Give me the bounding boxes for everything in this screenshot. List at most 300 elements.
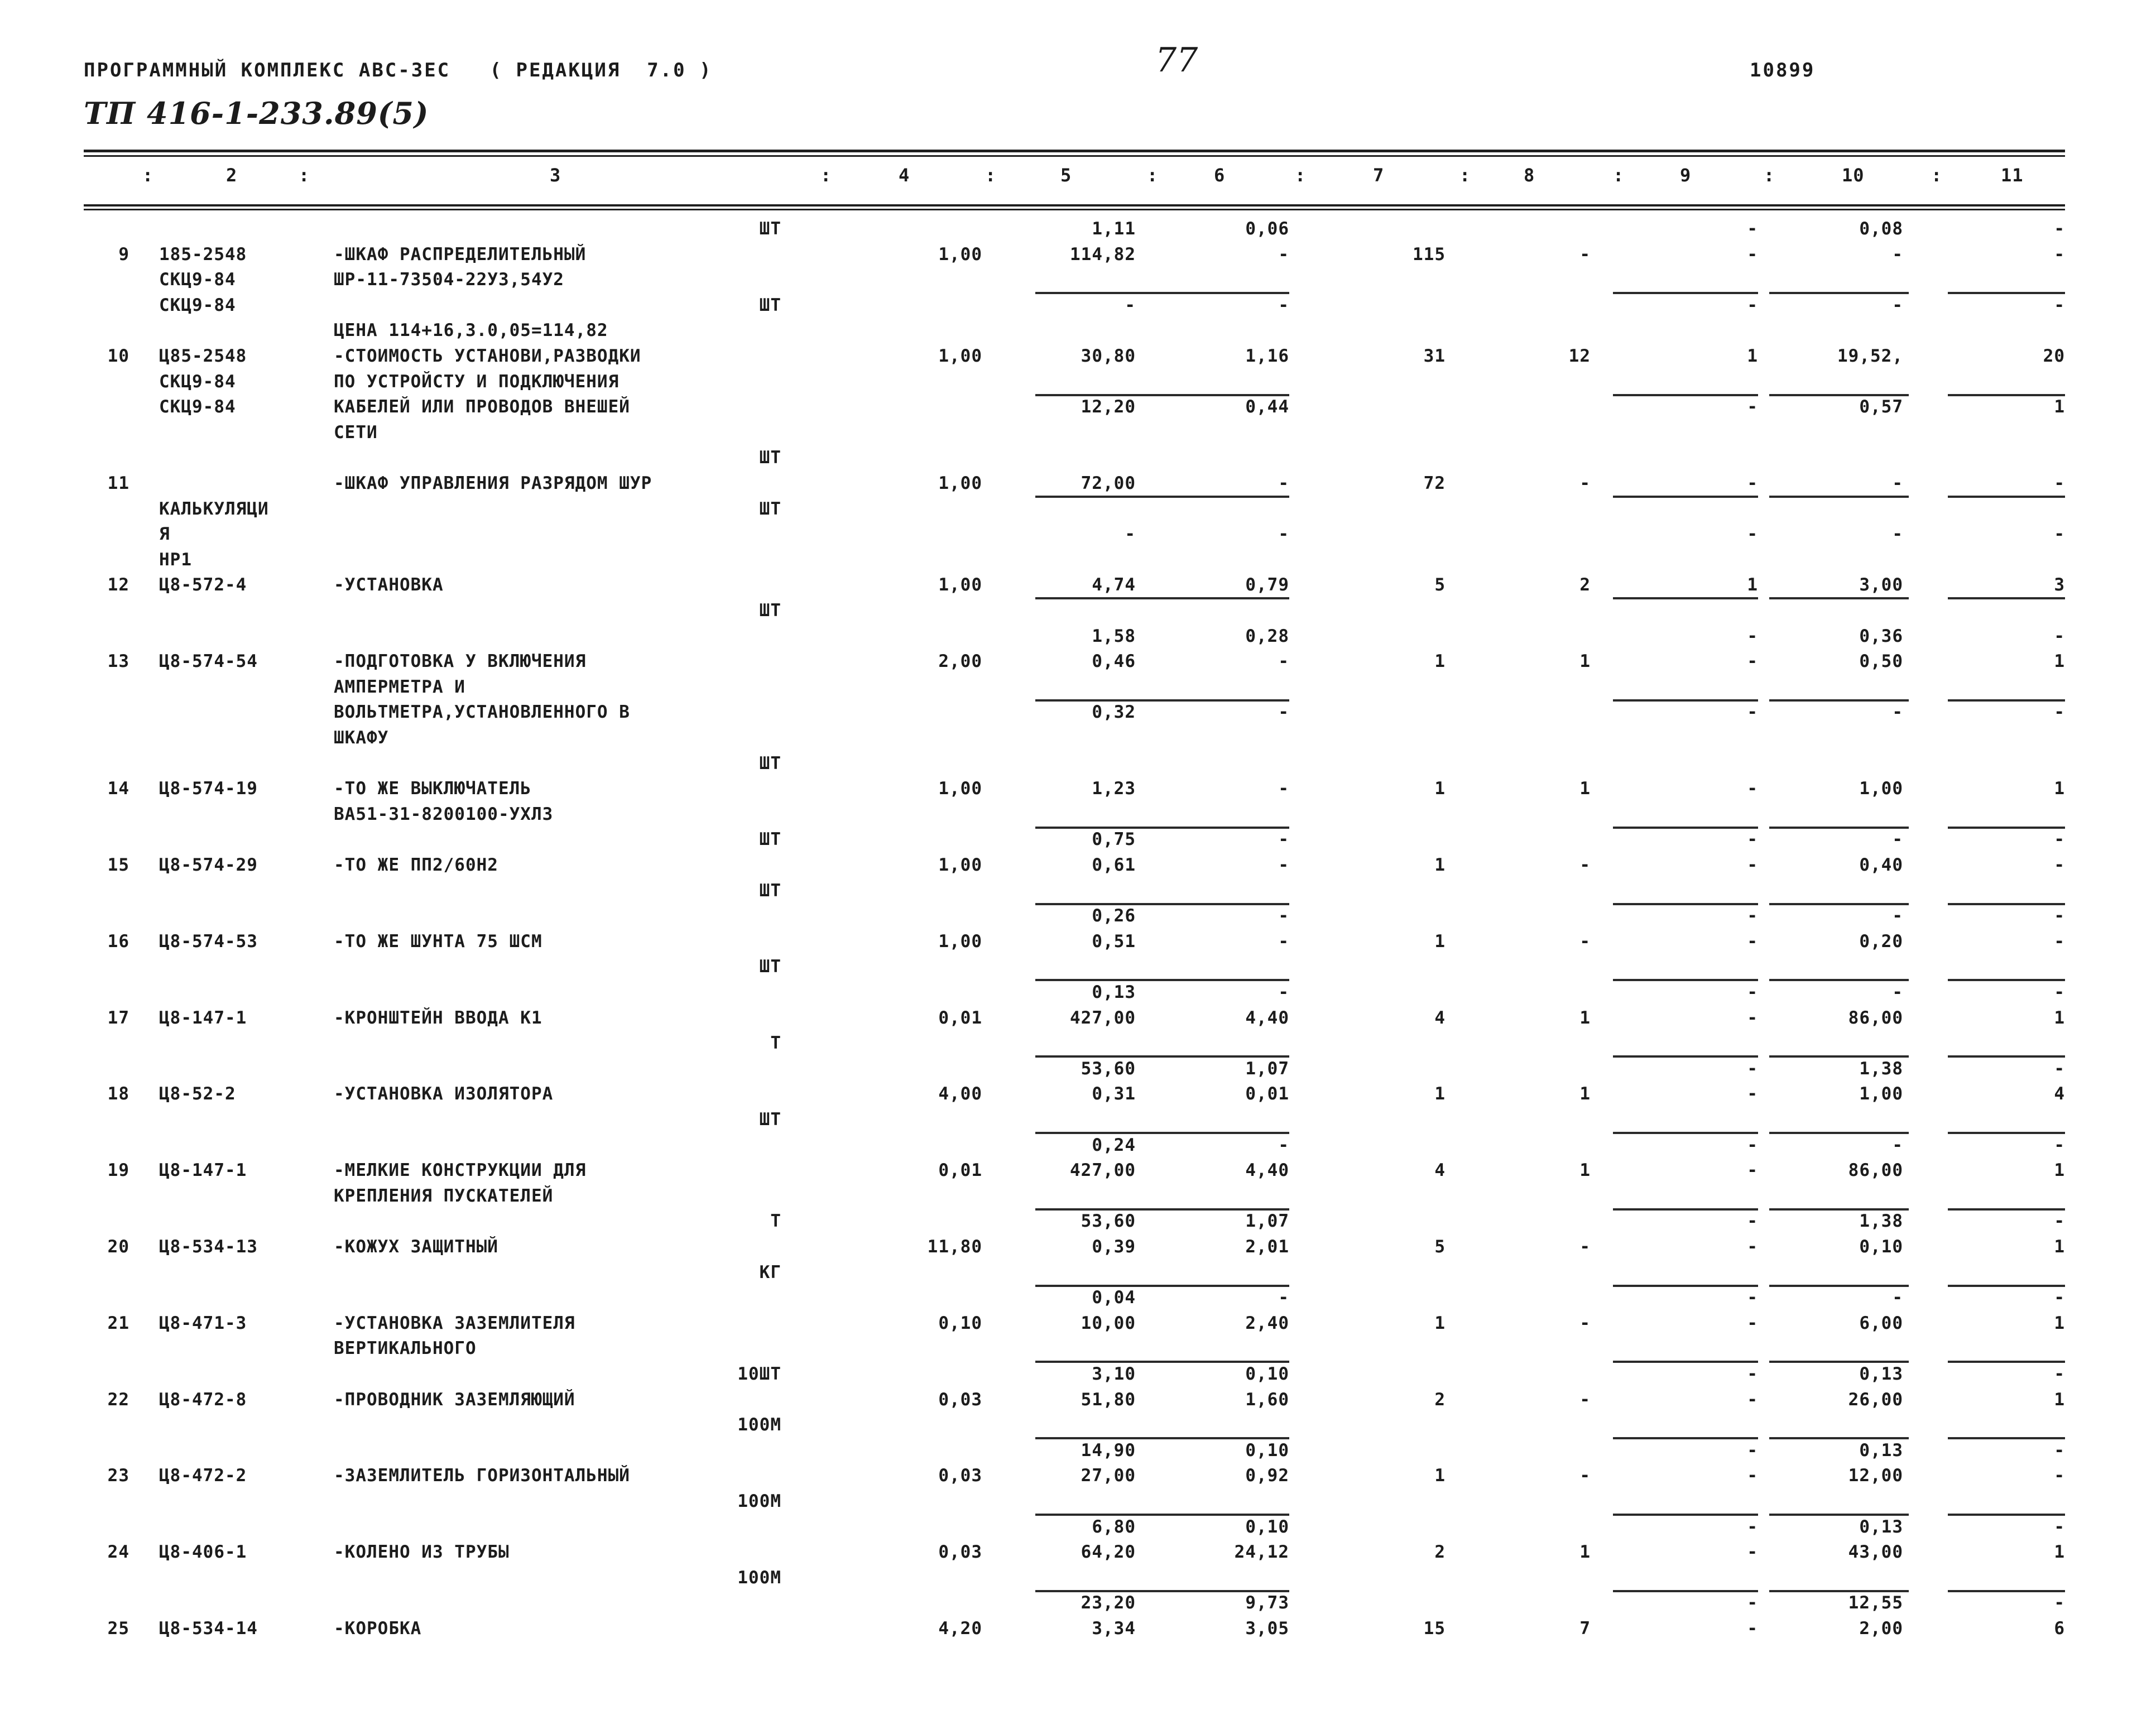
- cell-unit: ШТ: [759, 881, 781, 901]
- cell-v5: 0,61: [1092, 855, 1136, 875]
- cell-v6: 1,60: [1245, 1390, 1289, 1410]
- cell-code: НР1: [159, 550, 192, 570]
- cell-v6: -: [1278, 779, 1289, 799]
- cell-v8: 7: [1579, 1618, 1591, 1639]
- cell-text: -УСТАНОВКА ЗАЗЕМЛИТЕЛЯ: [334, 1313, 575, 1333]
- cell-v5: 0,24: [1092, 1135, 1136, 1155]
- cell-v9: -: [1747, 651, 1758, 671]
- cell-v9: -: [1747, 931, 1758, 952]
- cell-text: -КОЛЕНО ИЗ ТРУБЫ: [334, 1542, 510, 1562]
- cell-v10: 0,13: [1859, 1364, 1903, 1384]
- fraction-underline: [1158, 1208, 1289, 1211]
- cell-v10: 12,55: [1848, 1593, 1903, 1613]
- column-header-7: 7: [1373, 165, 1385, 186]
- fraction-underline: [1613, 1132, 1758, 1134]
- fraction-underline: [1035, 394, 1164, 396]
- cell-v10: -: [1892, 524, 1903, 544]
- cell-v9: -: [1747, 1466, 1758, 1486]
- cell-v6: 24,12: [1234, 1542, 1289, 1562]
- fraction-underline: [1613, 597, 1758, 599]
- cell-v6: -: [1278, 982, 1289, 1002]
- cell-text: -ТО ЖЕ ВЫКЛЮЧАТЕЛЬ: [334, 779, 531, 799]
- cell-v10: -: [1892, 473, 1903, 493]
- column-separator: :: [1147, 165, 1159, 186]
- cell-text: -ПРОВОДНИК ЗАЗЕМЛЯЮЩИЙ: [334, 1390, 575, 1410]
- fraction-underline: [1613, 292, 1758, 294]
- cell-v6: -: [1278, 906, 1289, 926]
- cell-v11: -: [2054, 219, 2065, 239]
- cell-v9: -: [1747, 779, 1758, 799]
- cell-v10: 1,00: [1859, 779, 1903, 799]
- fraction-underline: [1769, 1055, 1909, 1058]
- cell-unit: 100М: [737, 1415, 781, 1435]
- fraction-underline: [1158, 1590, 1289, 1592]
- cell-v10: -: [1892, 829, 1903, 849]
- cell-code: Ц8-572-4: [159, 575, 247, 595]
- cell-v11: -: [2054, 1288, 2065, 1308]
- cell-v11: -: [2054, 931, 2065, 952]
- cell-v11: -: [2054, 702, 2065, 722]
- cell-v7: 1: [1434, 931, 1446, 952]
- column-separator: :: [1613, 165, 1625, 186]
- cell-unit: 10ШТ: [737, 1364, 781, 1384]
- fraction-underline: [1158, 699, 1289, 702]
- cell-unit: 100М: [737, 1568, 781, 1588]
- cell-v5: 27,00: [1081, 1466, 1136, 1486]
- table-top-rule: [84, 150, 2065, 152]
- fraction-underline: [1035, 979, 1164, 981]
- cell-v11: 1: [2054, 651, 2065, 671]
- cell-v9: -: [1747, 1542, 1758, 1562]
- cell-v9: -: [1747, 1160, 1758, 1180]
- cell-num: 22: [107, 1390, 129, 1410]
- cell-v6: 9,73: [1245, 1593, 1289, 1613]
- cell-v7: 4: [1434, 1008, 1446, 1028]
- page-number: 77: [1155, 41, 1198, 80]
- cell-num: 21: [107, 1313, 129, 1333]
- cell-text: -УСТАНОВКА ИЗОЛЯТОРА: [334, 1084, 554, 1104]
- cell-v6: -: [1278, 244, 1289, 265]
- fraction-underline: [1035, 1285, 1164, 1287]
- cell-v9: -: [1747, 219, 1758, 239]
- cell-v8: 12: [1568, 346, 1591, 366]
- cell-v8: 1: [1579, 1542, 1591, 1562]
- cell-v5: 0,31: [1092, 1084, 1136, 1104]
- cell-v11: 1: [2054, 1390, 2065, 1410]
- cell-v6: -: [1278, 1135, 1289, 1155]
- cell-v10: 86,00: [1848, 1160, 1903, 1180]
- cell-v6: -: [1278, 855, 1289, 875]
- cell-v6: 0,92: [1245, 1466, 1289, 1486]
- fraction-underline: [1158, 903, 1289, 905]
- cell-v10: 1,38: [1859, 1211, 1903, 1231]
- cell-qty: 4,20: [938, 1618, 982, 1639]
- cell-v9: -: [1747, 1618, 1758, 1639]
- cell-text: -ШКАФ РАСПРЕДЕЛИТЕЛЬНЫЙ: [334, 244, 587, 265]
- cell-v10: 19,52,: [1837, 346, 1903, 366]
- cell-text: ШР-11-73504-22У3,54У2: [334, 270, 564, 290]
- cell-code: Ц8-147-1: [159, 1008, 247, 1028]
- cell-v11: -: [2054, 1517, 2065, 1537]
- cell-v10: 2,00: [1859, 1618, 1903, 1639]
- cell-qty: 1,00: [938, 346, 982, 366]
- cell-v9: -: [1747, 1313, 1758, 1333]
- cell-v9: -: [1747, 855, 1758, 875]
- cell-v10: 43,00: [1848, 1542, 1903, 1562]
- cell-v11: -: [2054, 295, 2065, 315]
- cell-v8: -: [1579, 1390, 1591, 1410]
- fraction-underline: [1613, 827, 1758, 829]
- cell-text: -ТО ЖЕ ПП2/60Н2: [334, 855, 498, 875]
- cell-v5: 1,58: [1092, 626, 1136, 646]
- cell-v8: -: [1579, 473, 1591, 493]
- cell-num: 25: [107, 1618, 129, 1639]
- fraction-underline: [1948, 1590, 2065, 1592]
- cell-v8: -: [1579, 931, 1591, 952]
- fraction-underline: [1769, 903, 1909, 905]
- cell-v10: 0,57: [1859, 397, 1903, 417]
- fraction-underline: [1948, 827, 2065, 829]
- fraction-underline: [1948, 1514, 2065, 1516]
- cell-v10: 0,20: [1859, 931, 1903, 952]
- cell-code: СКЦ9-84: [159, 372, 236, 392]
- fraction-underline: [1948, 1437, 2065, 1439]
- cell-num: 14: [107, 779, 129, 799]
- cell-v5: 53,60: [1081, 1059, 1136, 1079]
- column-header-3: 3: [550, 165, 561, 186]
- fraction-underline: [1613, 979, 1758, 981]
- cell-qty: 11,80: [927, 1237, 982, 1257]
- cell-text: ПО УСТРОЙСТУ И ПОДКЛЮЧЕНИЯ: [334, 372, 620, 392]
- cell-v11: -: [2054, 906, 2065, 926]
- fraction-underline: [1158, 979, 1289, 981]
- fraction-underline: [1035, 903, 1164, 905]
- fraction-underline: [1035, 1361, 1164, 1363]
- cell-v9: -: [1747, 906, 1758, 926]
- cell-text: АМПЕРМЕТРА И: [334, 677, 465, 697]
- column-separator: :: [1459, 165, 1471, 186]
- cell-v5: 10,00: [1081, 1313, 1136, 1333]
- fraction-underline: [1158, 1514, 1289, 1516]
- cell-code: Я: [159, 524, 170, 544]
- cell-unit: ШТ: [759, 1109, 781, 1130]
- fraction-underline: [1948, 699, 2065, 702]
- fraction-underline: [1948, 292, 2065, 294]
- cell-v5: 51,80: [1081, 1390, 1136, 1410]
- cell-v6: 0,28: [1245, 626, 1289, 646]
- cell-v9: -: [1747, 702, 1758, 722]
- fraction-underline: [1769, 827, 1909, 829]
- table-top-rule-thin: [84, 155, 2065, 157]
- cell-v5: 23,20: [1081, 1593, 1136, 1613]
- cell-v9: -: [1747, 982, 1758, 1002]
- cell-unit: ШТ: [759, 499, 781, 519]
- fraction-underline: [1948, 597, 2065, 599]
- cell-num: 15: [107, 855, 129, 875]
- cell-v11: 20: [2043, 346, 2065, 366]
- cell-v7: 1: [1434, 1466, 1446, 1486]
- cell-v6: 1,07: [1245, 1211, 1289, 1231]
- cell-code: Ц8-534-13: [159, 1237, 258, 1257]
- fraction-underline: [1769, 1208, 1909, 1211]
- cell-v6: -: [1278, 702, 1289, 722]
- cell-v9: -: [1747, 397, 1758, 417]
- cell-v11: -: [2054, 244, 2065, 265]
- cell-v10: -: [1892, 1288, 1903, 1308]
- column-separator: :: [1931, 165, 1943, 186]
- cell-text: -СТОИМОСТЬ УСТАНОВИ,РАЗВОДКИ: [334, 346, 641, 366]
- cell-text: -ТО ЖЕ ШУНТА 75 ШСМ: [334, 931, 542, 952]
- cell-unit: ШТ: [759, 601, 781, 621]
- cell-num: 9: [118, 244, 129, 265]
- cell-v9: -: [1747, 473, 1758, 493]
- cell-v5: 3,34: [1092, 1618, 1136, 1639]
- cell-v7: 2: [1434, 1390, 1446, 1410]
- cell-v11: -: [2054, 1211, 2065, 1231]
- cell-text: -КРОНШТЕЙН ВВОДА К1: [334, 1008, 542, 1028]
- cell-v7: 2: [1434, 1542, 1446, 1562]
- cell-v6: 0,10: [1245, 1517, 1289, 1537]
- cell-v6: 0,10: [1245, 1364, 1289, 1384]
- fraction-underline: [1948, 1285, 2065, 1287]
- cell-code: СКЦ9-84: [159, 270, 236, 290]
- cell-code: Ц8-534-14: [159, 1618, 258, 1639]
- cell-v8: 1: [1579, 779, 1591, 799]
- cell-num: 23: [107, 1466, 129, 1486]
- cell-text: ШКАФУ: [334, 728, 389, 748]
- cell-v9: -: [1747, 1059, 1758, 1079]
- cell-v6: -: [1278, 651, 1289, 671]
- fraction-underline: [1035, 1437, 1164, 1439]
- cell-v6: -: [1278, 295, 1289, 315]
- cell-v11: -: [2054, 1466, 2065, 1486]
- fraction-underline: [1035, 1590, 1164, 1592]
- fraction-underline: [1035, 1055, 1164, 1058]
- cell-code: Ц8-574-54: [159, 651, 258, 671]
- fraction-underline: [1769, 292, 1909, 294]
- column-header-2: 2: [226, 165, 238, 186]
- cell-v6: 0,44: [1245, 397, 1289, 417]
- fraction-underline: [1613, 1514, 1758, 1516]
- fraction-underline: [1613, 1590, 1758, 1592]
- cell-v9: -: [1747, 1211, 1758, 1231]
- fraction-underline: [1158, 1285, 1289, 1287]
- cell-v9: -: [1747, 1440, 1758, 1461]
- cell-v6: 1,16: [1245, 346, 1289, 366]
- cell-v11: -: [2054, 1593, 2065, 1613]
- cell-v11: 1: [2054, 397, 2065, 417]
- cell-v5: 1,23: [1092, 779, 1136, 799]
- fraction-underline: [1158, 1132, 1289, 1134]
- cell-v7: 5: [1434, 1237, 1446, 1257]
- fraction-underline: [1948, 979, 2065, 981]
- cell-v11: -: [2054, 1135, 2065, 1155]
- cell-num: 19: [107, 1160, 129, 1180]
- cell-v9: -: [1747, 1084, 1758, 1104]
- fraction-underline: [1769, 1437, 1909, 1439]
- fraction-underline: [1948, 1361, 2065, 1363]
- cell-v9: -: [1747, 1237, 1758, 1257]
- cell-v9: -: [1747, 244, 1758, 265]
- cell-v9: -: [1747, 295, 1758, 315]
- cell-v10: 0,13: [1859, 1517, 1903, 1537]
- cell-v10: -: [1892, 906, 1903, 926]
- cell-qty: 0,03: [938, 1390, 982, 1410]
- cell-v5: 72,00: [1081, 473, 1136, 493]
- cell-v11: -: [2054, 1059, 2065, 1079]
- cell-text: КАБЕЛЕЙ ИЛИ ПРОВОДОВ ВНЕШЕЙ: [334, 397, 630, 417]
- cell-num: 24: [107, 1542, 129, 1562]
- column-separator: :: [820, 165, 832, 186]
- cell-v6: -: [1278, 829, 1289, 849]
- cell-v10: 0,40: [1859, 855, 1903, 875]
- cell-v10: 0,08: [1859, 219, 1903, 239]
- cell-code: Ц8-406-1: [159, 1542, 247, 1562]
- cell-v7: 1: [1434, 855, 1446, 875]
- cell-text: СЕТИ: [334, 422, 378, 443]
- cell-v10: 3,00: [1859, 575, 1903, 595]
- column-header-11: 11: [2001, 165, 2024, 186]
- column-header-10: 10: [1842, 165, 1865, 186]
- cell-num: 20: [107, 1237, 129, 1257]
- cell-v8: -: [1579, 1313, 1591, 1333]
- cell-num: 17: [107, 1008, 129, 1028]
- cell-v5: 0,51: [1092, 931, 1136, 952]
- cell-code: КАЛЬКУЛЯЦИ: [159, 499, 269, 519]
- cell-v5: 64,20: [1081, 1542, 1136, 1562]
- cell-unit: ШТ: [759, 219, 781, 239]
- fraction-underline: [1769, 1514, 1909, 1516]
- fraction-underline: [1613, 1055, 1758, 1058]
- cell-unit: КГ: [759, 1262, 781, 1283]
- fraction-underline: [1035, 1132, 1164, 1134]
- cell-v7: 1: [1434, 1313, 1446, 1333]
- cell-v10: -: [1892, 982, 1903, 1002]
- cell-v10: -: [1892, 702, 1903, 722]
- fraction-underline: [1158, 292, 1289, 294]
- cell-code: СКЦ9-84: [159, 397, 236, 417]
- cell-v11: -: [2054, 524, 2065, 544]
- cell-v8: 1: [1579, 651, 1591, 671]
- cell-v5: 0,13: [1092, 982, 1136, 1002]
- cell-v10: 0,36: [1859, 626, 1903, 646]
- cell-unit: ШТ: [759, 829, 781, 849]
- cell-v11: 6: [2054, 1618, 2065, 1639]
- cell-v6: 0,10: [1245, 1440, 1289, 1461]
- cell-v11: -: [2054, 829, 2065, 849]
- fraction-underline: [1158, 1361, 1289, 1363]
- cell-v8: -: [1579, 1237, 1591, 1257]
- cell-v10: 1,38: [1859, 1059, 1903, 1079]
- cell-num: 18: [107, 1084, 129, 1104]
- cell-v5: 14,90: [1081, 1440, 1136, 1461]
- cell-v9: -: [1747, 1593, 1758, 1613]
- cell-text: ВА51-31-8200100-УХЛ3: [334, 804, 554, 824]
- cell-v10: 1,00: [1859, 1084, 1903, 1104]
- cell-v10: -: [1892, 295, 1903, 315]
- cell-v7: 4: [1434, 1160, 1446, 1180]
- cell-v9: -: [1747, 626, 1758, 646]
- cell-text: -ПОДГОТОВКА У ВКЛЮЧЕНИЯ: [334, 651, 587, 671]
- cell-v10: 0,10: [1859, 1237, 1903, 1257]
- fraction-underline: [1948, 1055, 2065, 1058]
- cell-qty: 1,00: [938, 931, 982, 952]
- cell-v9: -: [1747, 1135, 1758, 1155]
- cell-v5: 0,75: [1092, 829, 1136, 849]
- fraction-underline: [1769, 394, 1909, 396]
- cell-text: -КОРОБКА: [334, 1618, 422, 1639]
- cell-code: Ц8-147-1: [159, 1160, 247, 1180]
- fraction-underline: [1035, 1208, 1164, 1211]
- cell-unit: Т: [770, 1211, 781, 1231]
- header-bottom-rule-thin: [84, 209, 2065, 210]
- fraction-underline: [1769, 1361, 1909, 1363]
- fraction-underline: [1158, 597, 1289, 599]
- fraction-underline: [1948, 1132, 2065, 1134]
- cell-v8: 1: [1579, 1160, 1591, 1180]
- cell-v11: 1: [2054, 1160, 2065, 1180]
- cell-v5: 4,74: [1092, 575, 1136, 595]
- cell-v6: 2,01: [1245, 1237, 1289, 1257]
- fraction-underline: [1158, 827, 1289, 829]
- cell-v8: 1: [1579, 1008, 1591, 1028]
- cell-v10: 26,00: [1848, 1390, 1903, 1410]
- cell-num: 16: [107, 931, 129, 952]
- fraction-underline: [1948, 1208, 2065, 1211]
- fraction-underline: [1613, 699, 1758, 702]
- cell-code: Ц8-472-2: [159, 1466, 247, 1486]
- column-header-9: 9: [1680, 165, 1692, 186]
- cell-v10: 12,00: [1848, 1466, 1903, 1486]
- cell-v6: 3,05: [1245, 1618, 1289, 1639]
- cell-num: 12: [107, 575, 129, 595]
- cell-code: Ц8-471-3: [159, 1313, 247, 1333]
- fraction-underline: [1769, 1285, 1909, 1287]
- cell-v7: 1: [1434, 1084, 1446, 1104]
- cell-v5: 427,00: [1070, 1160, 1136, 1180]
- cell-v5: 0,32: [1092, 702, 1136, 722]
- cell-v11: 1: [2054, 1008, 2065, 1028]
- fraction-underline: [1158, 496, 1289, 498]
- program-title: ПРОГРАММНЫЙ КОМПЛЕКС АВС-3ЕС ( РЕДАКЦИЯ 7.0 ): [84, 59, 713, 81]
- cell-v9: -: [1747, 1517, 1758, 1537]
- column-header-8: 8: [1524, 165, 1535, 186]
- cell-text: -ШКАФ УПРАВЛЕНИЯ РАЗРЯДОМ ШУР: [334, 473, 652, 493]
- fraction-underline: [1769, 699, 1909, 702]
- cell-code: СКЦ9-84: [159, 295, 236, 315]
- cell-v11: -: [2054, 855, 2065, 875]
- fraction-underline: [1613, 1361, 1758, 1363]
- cell-code: Ц85-2548: [159, 346, 247, 366]
- column-separator: :: [985, 165, 997, 186]
- fraction-underline: [1613, 1208, 1758, 1211]
- cell-v11: -: [2054, 626, 2065, 646]
- cell-v5: 0,39: [1092, 1237, 1136, 1257]
- cell-v10: 0,13: [1859, 1440, 1903, 1461]
- cell-text: -ЗАЗЕМЛИТЕЛЬ ГОРИЗОНТАЛЬНЫЙ: [334, 1466, 630, 1486]
- fraction-underline: [1035, 699, 1164, 702]
- cell-qty: 1,00: [938, 855, 982, 875]
- cell-v8: -: [1579, 855, 1591, 875]
- cell-v6: 0,01: [1245, 1084, 1289, 1104]
- cell-qty: 4,00: [938, 1084, 982, 1104]
- cell-unit: 100М: [737, 1491, 781, 1511]
- cell-v6: 1,07: [1245, 1059, 1289, 1079]
- cell-v11: 3: [2054, 575, 2065, 595]
- cell-v6: -: [1278, 931, 1289, 952]
- cell-v6: 0,79: [1245, 575, 1289, 595]
- fraction-underline: [1948, 496, 2065, 498]
